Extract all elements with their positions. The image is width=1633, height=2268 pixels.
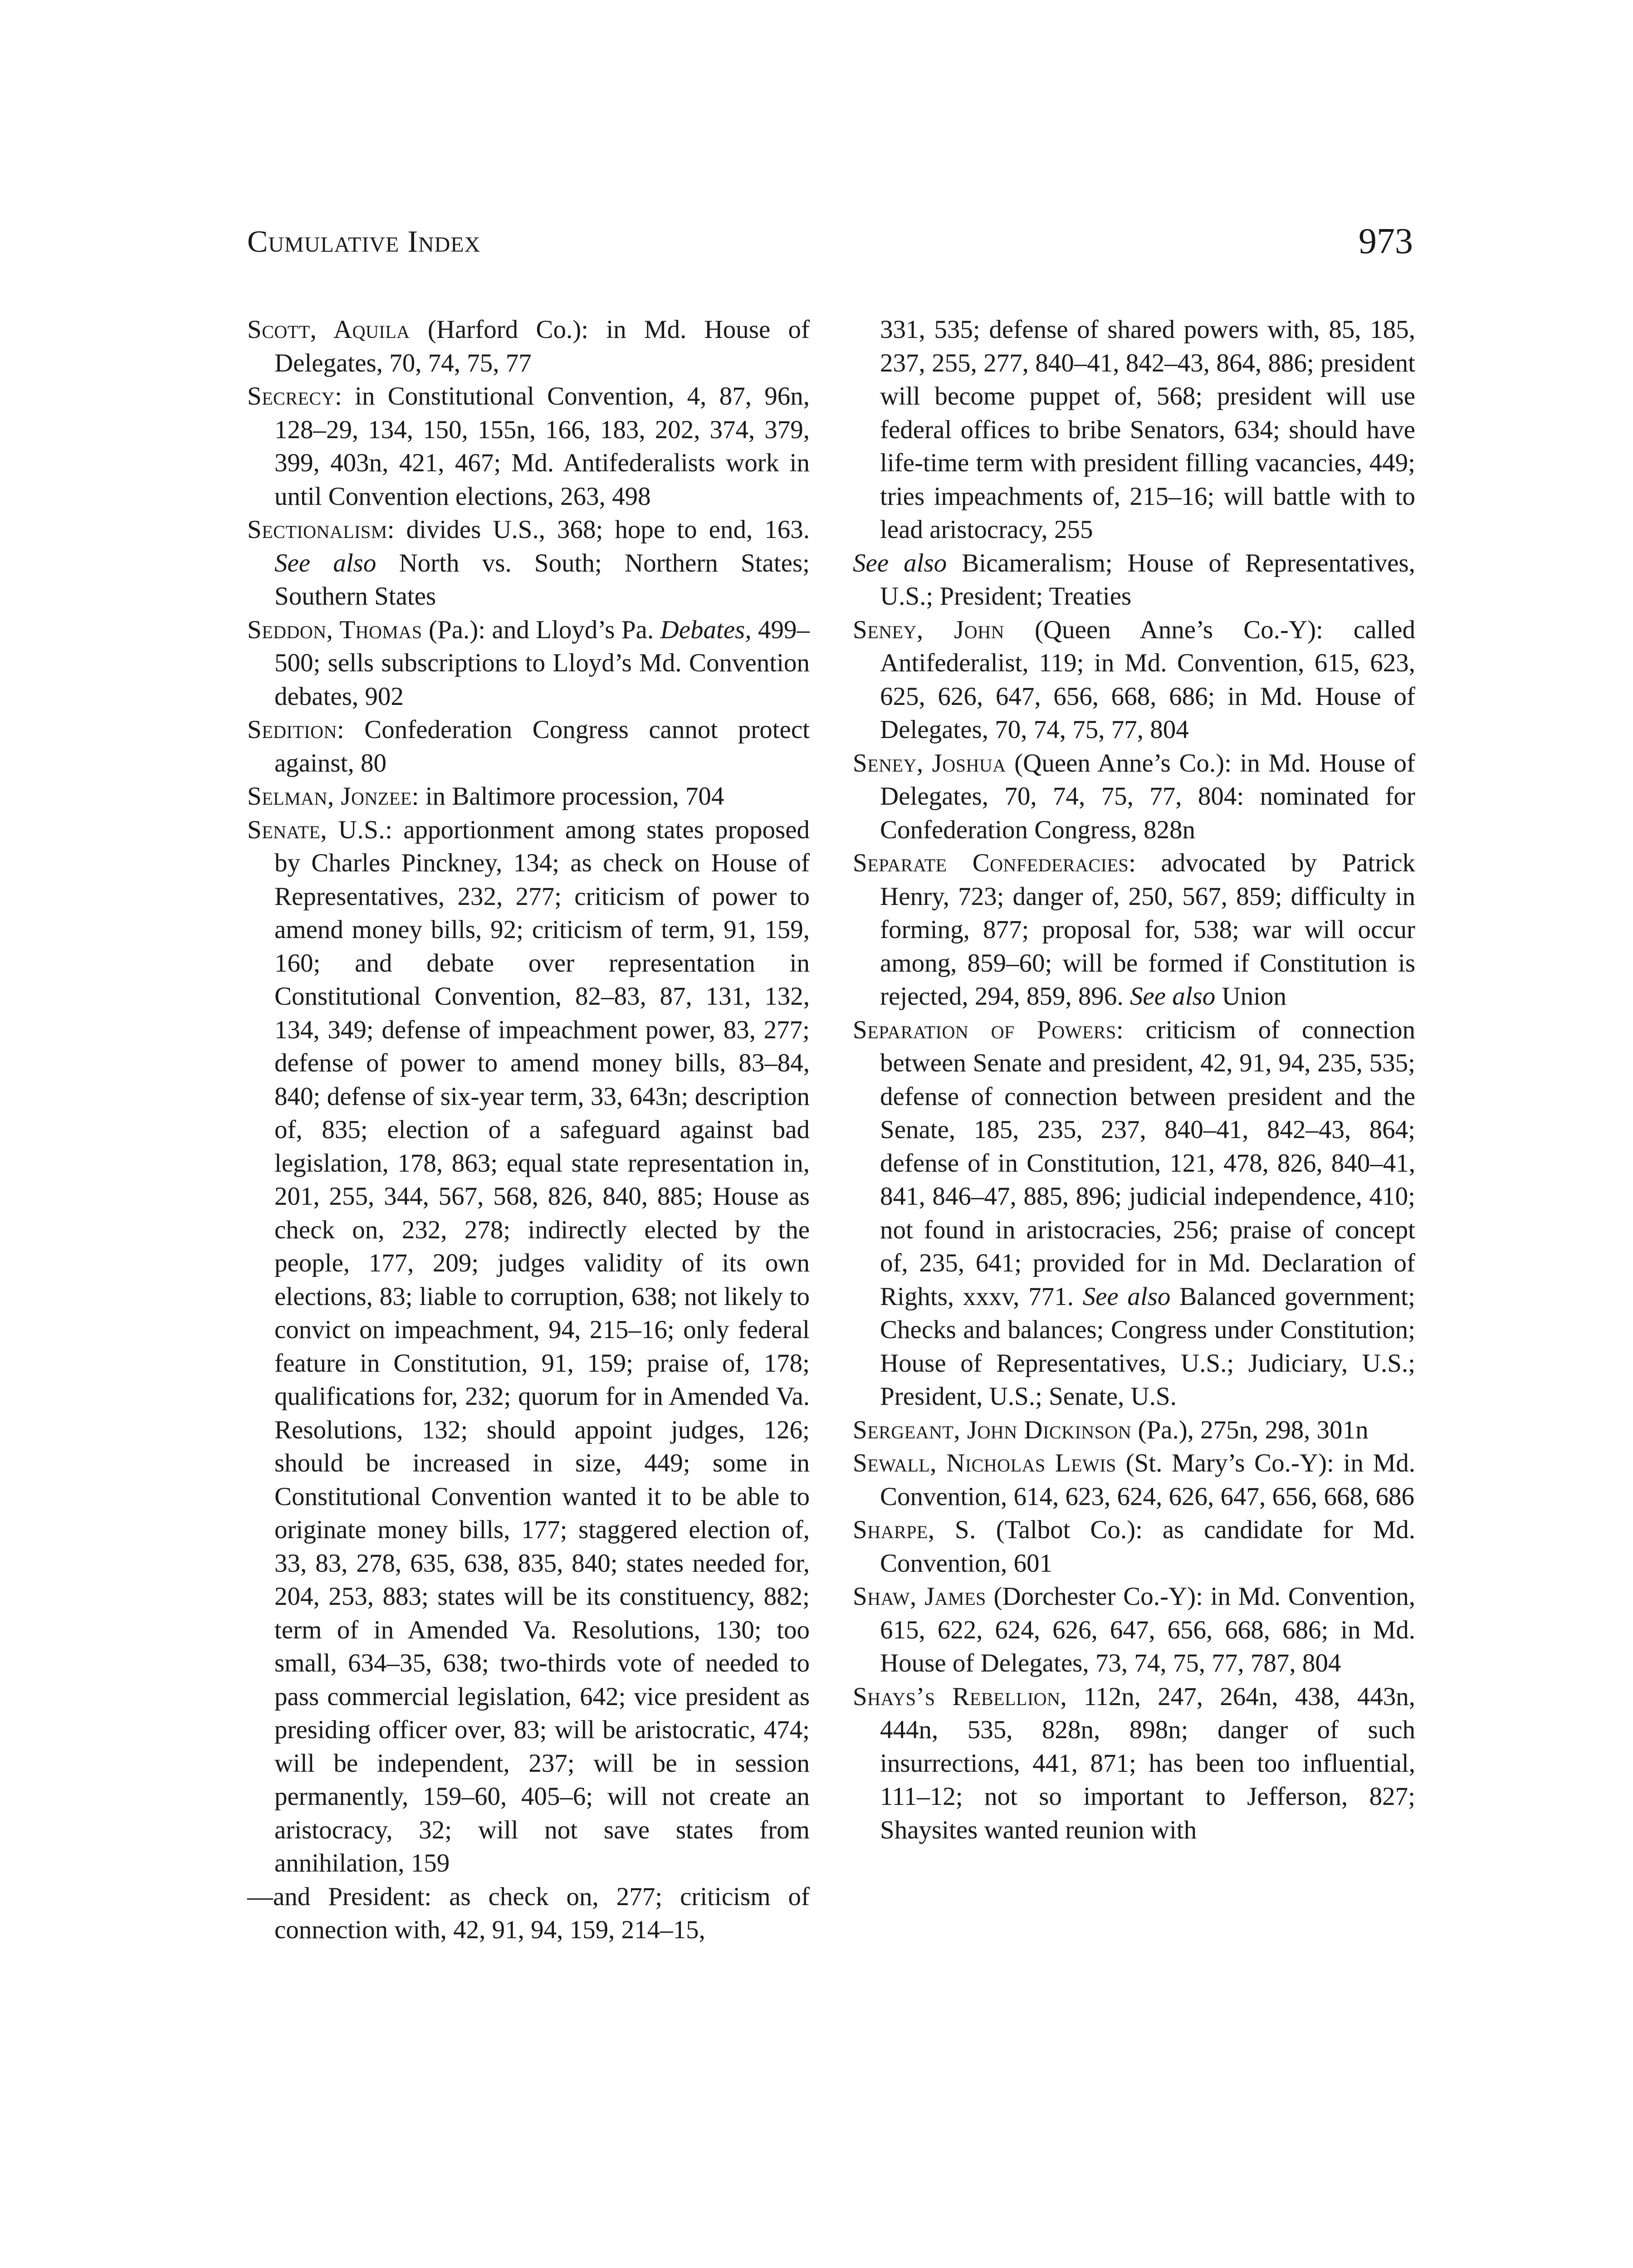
- index-heading: Sectionalism: [247, 515, 387, 544]
- index-entry: [853, 1413, 1415, 1447]
- index-text: : advocated by Patrick Henry, 723; danger of, 250, 567, 859; difficulty in forming, 877; proposal for, 538; war will occur among, 859–60; will be formed if Constitution is rejected, 294, 859, 896.: [880, 849, 1416, 1011]
- index-entry: [247, 713, 810, 780]
- index-text: : divides U.S., 368; hope to end, 163.: [387, 515, 810, 544]
- index-entry: [853, 613, 1415, 747]
- index-entry: [853, 1580, 1415, 1680]
- index-heading: Sergeant, John Dickinson: [853, 1415, 1132, 1444]
- index-entry: [247, 780, 810, 813]
- see-also-targets: 499–500; sells subscriptions to Lloyd’s Md. Convention debates, 902: [274, 615, 810, 711]
- see-also-label: Debates,: [654, 615, 758, 644]
- index-entry: [247, 613, 810, 714]
- index-heading: Separation of Powers: [853, 1015, 1116, 1044]
- index-entry: [853, 547, 1415, 613]
- index-text: (Dorchester Co.-Y): in Md. Convention, 615, 622, 624, 626, 647, 656, 668, 686; in Md. House of Delegates, 73, 74, 75, 77, 787, 804: [880, 1582, 1415, 1677]
- index-entry: [247, 380, 810, 513]
- see-also-label: See also: [853, 548, 962, 577]
- index-entry: [853, 1513, 1415, 1580]
- see-also-targets: Balanced government; Checks and balances; Congress under Constitution; House of Representatives, U.S.; Judiciary, U.S.; President, U.S.; Senate, U.S.: [880, 1282, 1415, 1411]
- index-text: : criticism of connection between Senate and president, 42, 91, 94, 235, 535; defense of connection between president and the Senate, 185, 235, 237, 840–41, 842–43, 864; defense of in Constitution, 121, 478, 826, 840–41, 841, 846–47, 885, 896; judicial independence, 410; not found in aristocracies, 256; praise of concept of, 235, 641; provided for in Md. Declaration of Rights, xxxv, 771.: [880, 1015, 1415, 1311]
- index-text: (Harford Co.): in Md. House of Delegates, 70, 74, 75, 77: [274, 315, 810, 377]
- index-heading: Secrecy: [247, 382, 335, 411]
- index-entry: [247, 813, 810, 1880]
- page-header: [247, 221, 1413, 269]
- index-text: (Pa.): and Lloyd’s Pa.: [422, 615, 654, 644]
- index-text: (Pa.), 275n, 298, 301n: [1131, 1415, 1369, 1444]
- index-entry: [853, 1447, 1415, 1513]
- index-entry: [853, 1013, 1415, 1413]
- index-text: : in Baltimore procession, 704: [411, 782, 724, 811]
- index-column-right: [853, 313, 1415, 1847]
- see-also-targets: Union: [1222, 982, 1286, 1011]
- index-heading: Separate Confederacies: [853, 849, 1129, 877]
- index-text: : Confederation Congress cannot protect against, 80: [274, 715, 810, 777]
- running-head: Cumulative Index: [247, 224, 481, 259]
- index-text: (Talbot Co.): as candidate for Md. Convention, 601: [880, 1515, 1415, 1578]
- index-heading: Sharpe, S.: [853, 1515, 976, 1544]
- index-entry: [247, 1880, 810, 1947]
- index-entry: [853, 747, 1415, 847]
- index-heading: Seney, Joshua: [853, 748, 1006, 777]
- index-entry: [853, 846, 1415, 1013]
- index-entry: [853, 313, 1415, 547]
- index-text: , 112n, 247, 264n, 438, 443n, 444n, 535, 828n, 898n; danger of such insurrections, 441, 871; has been too influential, 111–12; not so important to Jefferson, 827; Shaysites wanted reunion with: [880, 1682, 1415, 1844]
- index-heading: Shaw, James: [853, 1582, 986, 1611]
- index-column-left: [247, 313, 810, 1947]
- see-also-targets: North vs. South; Northern States; Southern States: [274, 548, 810, 611]
- index-text: : apportionment among states proposed by Charles Pinckney, 134; as check on House of Representatives, 232, 277; criticism of power to amend money bills, 92; criticism of term, 91, 159, 160; and debate over representation in Constitutional Convention, 82–83, 87, 131, 132, 134, 349; defense of impeachment power, 83, 277; defense of power to amend money bills, 83–84, 840; defense of six-year term, 33, 643n; description of, 835; election of a safeguard against bad legislation, 178, 863; equal state representation in, 201, 255, 344, 567, 568, 826, 840, 885; House as check on, 232, 278; indirectly elected by the people, 177, 209; judges validity of its own elections, 83; liable to corruption, 638; not likely to convict on impeachment, 94, 215–16; only federal feature in Constitution, 91, 159; praise of, 178; qualifications for, 232; quorum for in Amended Va. Resolutions, 132; should appoint judges, 126; should be increased in size, 449; some in Constitutional Convention wanted it to be able to originate money bills, 177; staggered election of, 33, 83, 278, 635, 638, 835, 840; states needed for, 204, 253, 883; states will be its constituency, 882; term of in Amended Va. Resolutions, 130; too small, 634–35, 638; two-thirds vote of needed to pass commercial legislation, 642; vice president as presiding officer over, 83; will be aristocratic, 474; will be independent, 237; will be in session permanently, 159–60, 405–6; will not create an aristocracy, 32; will not save states from annihilation, 159: [274, 815, 810, 1877]
- index-text: —and President: as check on, 277; criticism of connection with, 42, 91, 94, 159, 214–15,: [247, 1882, 810, 1944]
- index-heading: Seney, John: [853, 615, 1004, 644]
- index-text: Bicameralism; House of Representatives, U.S.; President; Treaties: [880, 548, 1415, 611]
- index-heading: Scott, Aquila: [247, 315, 410, 344]
- index-text: (Queen Anne’s Co.): in Md. House of Delegates, 70, 74, 75, 77, 804: nominated for Confederation Congress, 828n: [880, 748, 1416, 844]
- index-text: 331, 535; defense of shared powers with, 85, 185, 237, 255, 277, 840–41, 842–43, 864, 886; president will become puppet of, 568; president will use federal offices to bribe Senators, 634; should have life-time term with president filling vacancies, 449; tries impeachments of, 215–16; will battle with to lead aristocracy, 255: [880, 315, 1415, 544]
- index-heading: Shays’s Rebellion: [853, 1682, 1061, 1711]
- see-also-label: See also: [274, 548, 399, 577]
- index-heading: Seddon, Thomas: [247, 615, 422, 644]
- index-text: (St. Mary’s Co.-Y): in Md. Convention, 614, 623, 624, 626, 647, 656, 668, 686: [880, 1449, 1415, 1511]
- index-heading: Sewall, Nicholas Lewis: [853, 1449, 1116, 1477]
- index-entry: [853, 1680, 1415, 1847]
- index-entry: [247, 513, 810, 613]
- index-heading: Senate, U.S.: [247, 815, 386, 844]
- index-text: (Queen Anne’s Co.-Y): called Antifederalist, 119; in Md. Convention, 615, 623, 625, 626, 647, 656, 668, 686; in Md. House of Delegates, 70, 74, 75, 77, 804: [880, 615, 1415, 744]
- see-also-label: See also: [1123, 982, 1222, 1011]
- index-text: : in Constitutional Convention, 4, 87, 96n, 128–29, 134, 150, 155n, 166, 183, 202, 374, 379, 399, 403n, 421, 467; Md. Antifederalists work in until Convention elections, 263, 498: [274, 382, 810, 511]
- index-heading: Selman, Jonzee: [247, 782, 412, 811]
- page-number: 973: [1359, 221, 1413, 261]
- index-entry: [247, 313, 810, 380]
- index-heading: Sedition: [247, 715, 337, 744]
- see-also-label: See also: [1073, 1282, 1180, 1311]
